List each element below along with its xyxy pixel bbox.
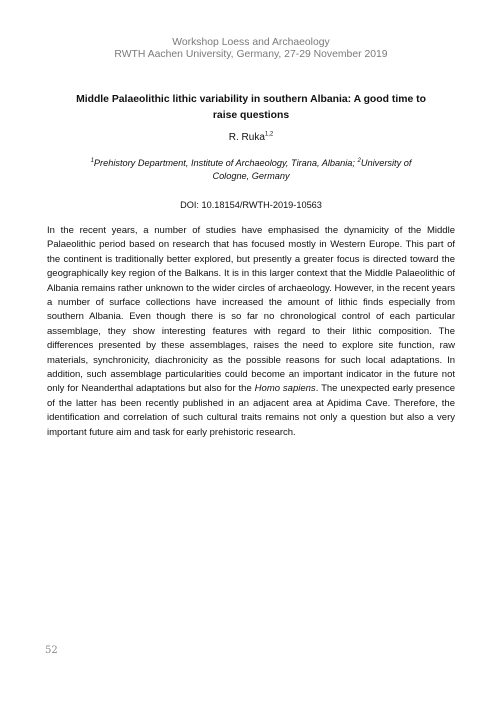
conference-header	[0, 37, 502, 61]
page-number: 52	[45, 645, 58, 656]
author-affiliation-marks: 1,2	[264, 131, 274, 138]
author-line	[0, 132, 502, 144]
affiliation-1: Prehistory Department, Institute of Archaeology, Tirana, Albania;	[93, 158, 358, 168]
author-name: R. Ruka	[228, 132, 265, 143]
abstract-italic-term: Homo sapiens	[254, 383, 316, 395]
affiliation-2: University of Cologne, Germany	[212, 158, 412, 181]
doi: DOI: 10.18154/RWTH-2019-10563	[180, 200, 322, 210]
affiliation-mark-1: 1	[90, 157, 94, 164]
abstract-text	[47, 224, 455, 440]
affiliations	[75, 157, 427, 183]
conference-name: Workshop Loess and Archaeology	[172, 37, 330, 48]
paper-title: Middle Palaeolithic lithic variability in southern Albania: A good time to raise questions	[76, 94, 426, 121]
abstract-part-1: In the recent years, a number of studies have emphasised the dynamicity of the Middle Palaeolithic period based on research that has focused mostly in Western Europe. This part of the continent is traditionally better explored, but presently a greater focus is directed toward the geographically key region of the Balkans. It is in this larger context that the Middle Palaeolithic of Albania remains rather unknown to the wider circles of archaeology. However, in the recent years a number of surface collections have increased the amount of lithic finds especially from southern Albania. Even though there is so far no chronological control of each particular assemblage, they show interesting features with regard to their lithic composition. The differences presented by these assemblages, raises the need to explore site function, raw materials, synchronicity, diachronicity as the possible reasons for such local adaptations. In addition, such assemblage particularities could become an important indicator in the future not only for Neanderthal adaptations but also for the	[47, 225, 455, 395]
affiliation-mark-2: 2	[357, 157, 361, 164]
conference-venue-date: RWTH Aachen University, Germany, 27-29 November 2019	[114, 49, 388, 60]
abstract-part-2: . The unexpected early presence of the latter has been recently published in an adjacent area at Apidima Cave. Therefore, the identification and correlation of such cultural traits remains not only a question but also a very important future aim and task for early prehistoric research.	[47, 383, 455, 438]
